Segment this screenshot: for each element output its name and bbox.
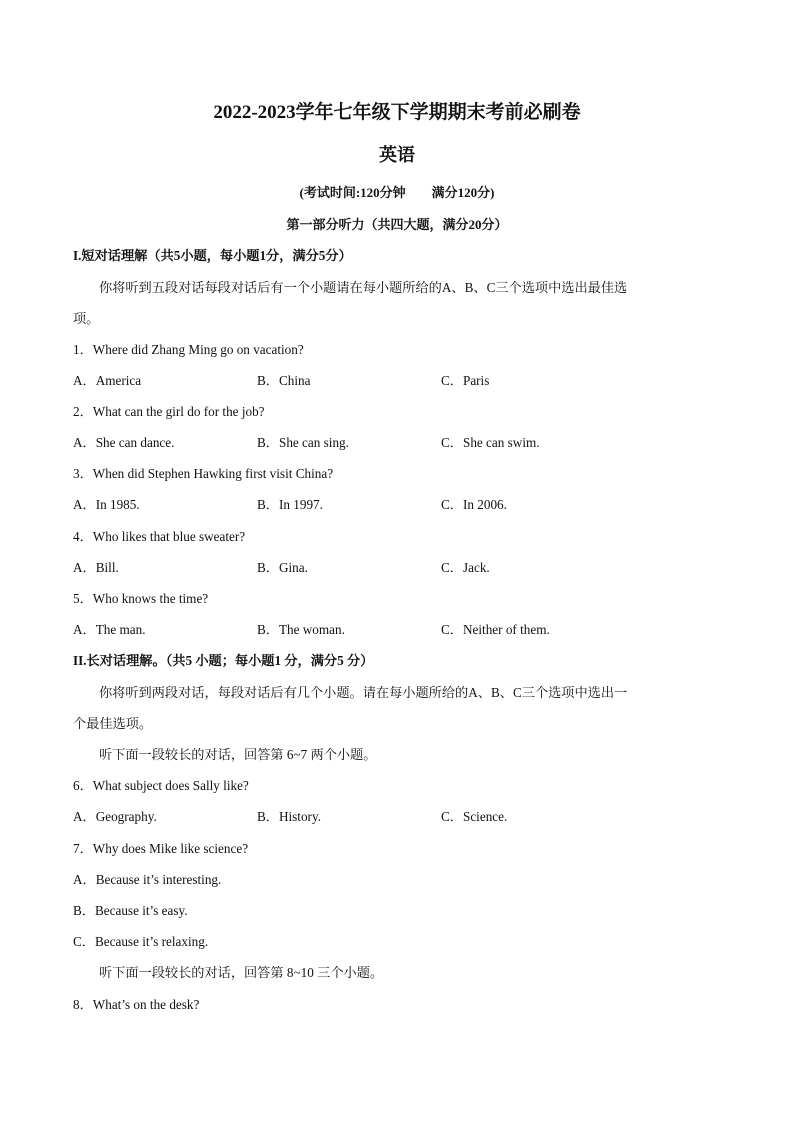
question-1-option-c: C．Paris	[441, 373, 490, 388]
part-title: 第一部分听力（共四大题，满分20分）	[286, 217, 508, 232]
question-4: 4．Who likes that blue sweater?	[73, 529, 246, 544]
question-6-option-c: C．Science.	[441, 809, 508, 824]
section-heading-1: I.短对话理解（共5小题，每小题1分，满分5分）	[73, 248, 352, 263]
question-6-option-b: B．History.	[257, 809, 321, 824]
question-3-option-b: B．In 1997.	[257, 497, 323, 512]
question-1-option-a: A．America	[73, 373, 142, 388]
page-title: 2022-2023学年七年级下学期期末考前必刷卷	[213, 102, 581, 123]
instruction-2-line-1: 你将听到两段对话，每段对话后有几个小题。请在每小题所给的A、B、C三个选项中选出一	[99, 685, 628, 700]
question-7-option-b: B．Because it’s easy.	[73, 903, 188, 918]
dialogue-intro-2: 听下面一段较长的对话，回答第 8~10 三个小题。	[99, 965, 384, 980]
question-1-option-b: B．China	[257, 373, 311, 388]
question-6: 6．What subject does Sally like?	[73, 778, 249, 793]
instruction-2-line-2: 个最佳选项。	[73, 716, 153, 731]
question-2: 2．What can the girl do for the job?	[73, 404, 265, 419]
exam-info: (考试时间:120分钟 满分120分)	[299, 185, 495, 200]
question-1: 1．Where did Zhang Ming go on vacation?	[73, 342, 304, 357]
question-5: 5．Who knows the time?	[73, 591, 209, 606]
question-3-option-c: C．In 2006.	[441, 497, 507, 512]
instruction-1-line-2: 项。	[73, 311, 100, 326]
question-8: 8．What’s on the desk?	[73, 997, 200, 1012]
question-4-option-a: A．Bill.	[73, 560, 119, 575]
question-5-option-a: A．The man.	[73, 622, 146, 637]
question-3-option-a: A．In 1985.	[73, 497, 140, 512]
question-3: 3．When did Stephen Hawking first visit China?	[73, 466, 334, 481]
question-2-option-a: A．She can dance.	[73, 435, 175, 450]
question-6-option-a: A．Geography.	[73, 809, 157, 824]
question-5-option-b: B．The woman.	[257, 622, 345, 637]
subject-title: 英语	[379, 145, 415, 165]
question-2-option-b: B．She can sing.	[257, 435, 349, 450]
question-7-option-c: C．Because it’s relaxing.	[73, 934, 209, 949]
instruction-1-line-1: 你将听到五段对话每段对话后有一个小题请在每小题所给的A、B、C三个选项中选出最佳选	[99, 280, 628, 295]
question-5-option-c: C．Neither of them.	[441, 622, 550, 637]
question-2-option-c: C．She can swim.	[441, 435, 540, 450]
dialogue-intro-1: 听下面一段较长的对话，回答第 6~7 两个小题。	[99, 747, 377, 762]
question-7-option-a: A．Because it’s interesting.	[73, 872, 222, 887]
question-7: 7．Why does Mike like science?	[73, 841, 249, 856]
question-4-option-b: B．Gina.	[257, 560, 308, 575]
question-4-option-c: C．Jack.	[441, 560, 490, 575]
section-heading-2: II.长对话理解。（共5 小题；每小题1 分，满分5 分）	[73, 653, 374, 668]
